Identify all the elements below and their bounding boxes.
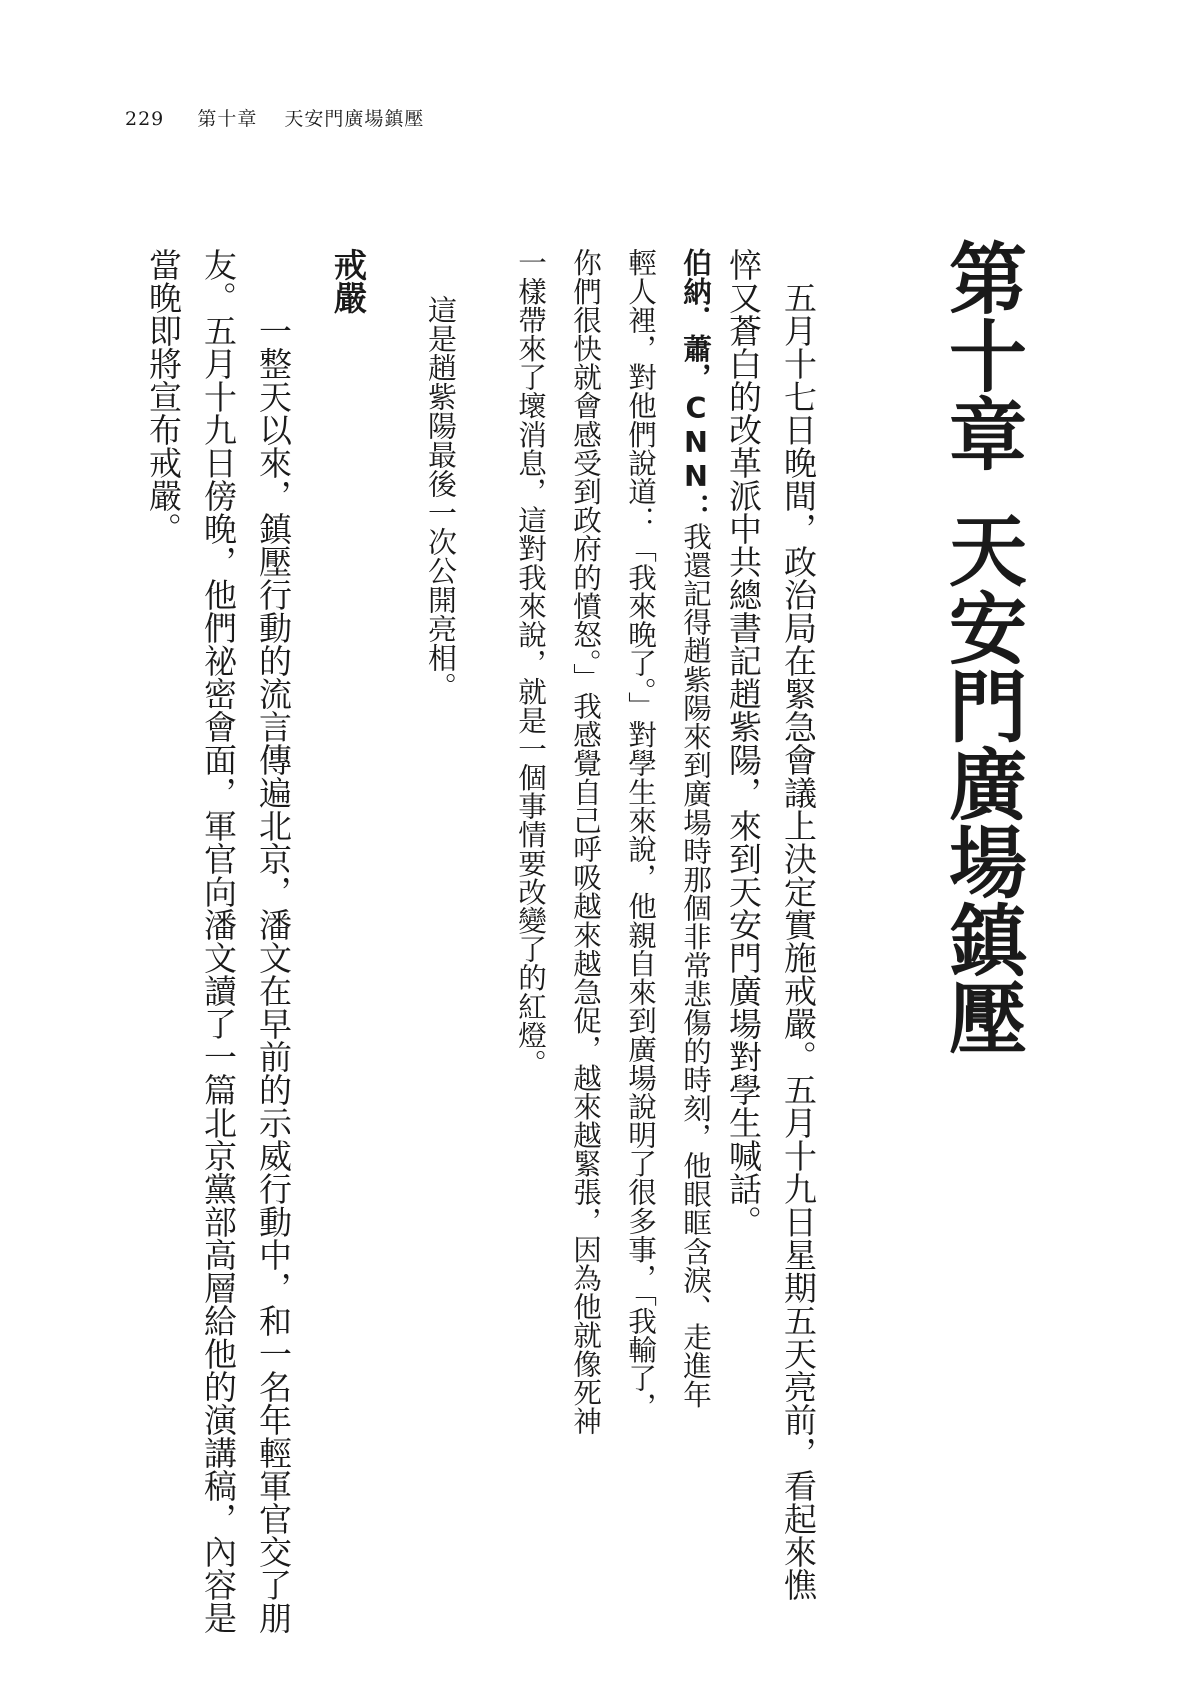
- paragraph-2: [405, 295, 458, 1695]
- quote-line: [655, 248, 713, 1409]
- quote-speaker: 伯納．蕭，CNN：: [679, 248, 713, 522]
- paragraph-1-line: 五月十七日晚間，政治局在緊急會議上決定實施戒嚴。五月十九日星期五天亮前，看起來憔: [779, 281, 818, 1601]
- page-number: 229: [125, 108, 165, 130]
- section-heading: 戒嚴: [329, 248, 368, 314]
- chapter-title: [936, 238, 1026, 1056]
- paragraph-3: [125, 248, 293, 1648]
- quote-line-1: 我還記得趙紫陽來到廣場時那個非常悲傷的時刻，他眼眶含淚、走進年: [679, 521, 713, 1409]
- running-head-chapter: 第十章: [197, 108, 258, 130]
- chapter-number: 第十章: [936, 238, 1026, 472]
- interview-quote: [490, 248, 713, 1648]
- chapter-name: 天安門廣場鎮壓: [936, 510, 1026, 1056]
- paragraph-2-line: 這是趙紫陽最後一次公開亮相。: [424, 295, 458, 701]
- quote-line: 輕人裡，對他們說道：「我來晚了。」對學生來說，他親自來到廣場說明了很多事，「我輸了，: [624, 248, 658, 1421]
- running-head: [125, 104, 424, 131]
- paragraph-3-line: 友。五月十九日傍晚，他們祕密會面，軍官向潘文讀了一篇北京黨部高層給他的演講稿，內容是: [199, 248, 238, 1634]
- running-head-title: 天安門廣場鎮壓: [284, 108, 425, 130]
- quote-line: 一樣帶來了壞消息，這對我來說，就是一個事情要改變了的紅燈。: [514, 248, 548, 1078]
- paragraph-3-line: 一整天以來，鎮壓行動的流言傳遍北京，潘文在早前的示威行動中，和一名年輕軍官交了朋: [254, 314, 293, 1634]
- quote-line: 你們很快就會感受到政府的憤怒。」我感覺自己呼吸越來越急促，越來越緊張，因為他就像死神: [569, 248, 603, 1435]
- paragraph-1-line: 悴又蒼白的改革派中共總書記趙紫陽，來到天安門廣場對學生喊話。: [724, 248, 763, 1238]
- paragraph-3-line: 當晚即將宣布戒嚴。: [144, 248, 183, 545]
- paragraph-1: [705, 248, 818, 1648]
